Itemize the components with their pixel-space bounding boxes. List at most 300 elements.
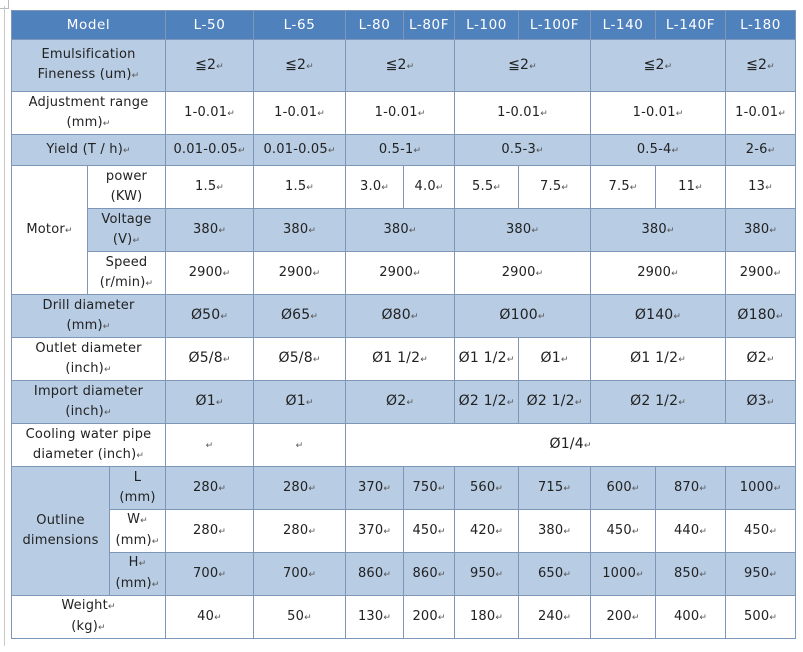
outlet-label-line2: (inch) [65,360,104,376]
cooling-label-line1: Cooling water pipe [25,426,152,442]
paragraph-mark: ↵ [437,569,446,580]
emulsification-value-text: ≦2 [285,56,307,73]
outline-l-value [166,467,254,510]
paragraph-mark: ↵ [678,355,686,365]
outline-w-value [455,510,519,553]
paragraph-mark: ↵ [537,312,546,322]
import-value-text: Ø1 [195,393,216,409]
yield-value-text: 2-6 [745,141,768,157]
paragraph-mark: ↵ [678,398,686,408]
model-l140f: L-140F [656,11,726,40]
paragraph-mark: ↵ [132,235,141,246]
paragraph-mark: ↵ [308,483,317,494]
outlet-value-text: Ø5/8 [188,350,223,366]
paragraph-mark: ↵ [103,407,112,418]
power-value [656,166,726,209]
paragraph-mark: ↵ [767,61,775,72]
outlet-value-text: Ø2 [746,350,767,366]
adjustment-label-line2: (mm) [66,114,103,130]
emulsification-label-line1: Emulsification [41,47,136,62]
adjustment-value-text: 1-0.01 [735,104,779,120]
paragraph-mark: ↵ [560,355,569,365]
paragraph-mark: ↵ [506,398,515,408]
paragraph-mark: ↵ [317,108,325,119]
paragraph-mark: ↵ [531,225,540,236]
paragraph-mark: ↵ [420,355,428,365]
emulsification-value [346,40,455,92]
paragraph-mark: ↵ [435,182,444,193]
voltage-label-line2: (V) [112,231,133,247]
outline-l-value-text: 280 [282,479,309,495]
speed-value-text: 2900 [739,264,774,280]
paragraph-mark: ↵ [673,312,682,322]
emulsification-label [12,40,166,92]
outline-l-value [346,467,404,510]
adjustment-value [346,92,455,135]
outline-w-label-line1: W [127,512,141,527]
paragraph-mark: ↵ [107,602,116,612]
header-row [12,11,796,40]
paragraph-mark: ↵ [574,398,583,408]
cooling-value-text: Ø1/4 [549,436,584,452]
paragraph-mark: ↵ [305,398,314,408]
paragraph-mark: ↵ [308,569,317,580]
paragraph-mark: ↵ [671,268,679,279]
emulsification-label-line2: Fineness (um) [37,67,132,82]
power-value-text: 11 [678,178,696,194]
weight-label [12,596,166,639]
outlet-value [166,338,254,381]
paragraph-mark: ↵ [310,312,319,322]
speed-value-text: 2900 [379,264,414,280]
speed-label-line2: (r/min) [99,274,146,290]
yield-value-text: 0.5-4 [636,141,672,157]
outline-w-value [519,510,591,553]
paragraph-mark: ↵ [151,537,160,547]
drill-value [346,295,455,338]
speed-value [591,252,726,295]
outline-w-value-text: 450 [412,522,438,538]
outline-label [12,467,110,596]
paragraph-mark: ↵ [535,145,544,156]
weight-value-text: 400 [673,608,700,624]
paragraph-mark: ↵ [413,145,422,156]
paragraph-mark: ↵ [122,145,131,156]
paragraph-mark: ↵ [327,145,336,156]
outline-l-label-line1: L [133,470,142,485]
outlet-value-text: Ø5/8 [278,350,313,366]
weight-value-text: 40 [197,608,215,624]
paragraph-mark: ↵ [699,483,708,494]
paragraph-mark: ↵ [631,526,640,537]
drill-value-text: Ø80 [381,307,411,323]
paragraph-mark: ↵ [216,182,225,193]
power-value [726,166,796,209]
paragraph-mark: ↵ [671,145,680,156]
yield-value-text: 0.5-3 [501,141,536,157]
paragraph-mark: ↵ [218,569,227,580]
outline-l-label [110,467,166,510]
power-label [88,166,166,209]
drill-value [591,295,726,338]
power-value [404,166,455,209]
import-value [346,381,455,424]
paragraph-mark: ↵ [766,355,775,365]
paragraph-mark: ↵ [769,612,778,623]
outline-w-value-text: 450 [606,522,632,538]
voltage-value-text: 380 [505,221,532,237]
yield-row [12,135,796,166]
outline-w-value [591,510,656,553]
outline-l-value-text: 1000 [739,479,774,495]
outline-w-value-text: 380 [537,522,564,538]
outline-h-value [346,553,404,596]
paragraph-mark: ↵ [103,364,112,375]
paragraph-mark: ↵ [406,61,415,72]
yield-value [346,135,455,166]
paragraph-mark: ↵ [699,569,708,580]
yield-value [726,135,796,166]
outline-h-value [656,553,726,596]
weight-value-text: 200 [606,608,632,624]
adjustment-value-text: 1-0.01 [274,104,318,120]
paragraph-mark: ↵ [563,569,572,580]
adjustment-label-line1: Adjustment range [28,94,149,110]
paragraph-mark: ↵ [408,225,417,236]
power-value [455,166,519,209]
outline-h-value-text: 700 [282,565,309,581]
power-value-text: 3.0 [360,178,382,194]
outline-w-value [346,510,404,553]
weight-value [455,596,519,639]
paragraph-mark: ↵ [136,450,145,461]
adjustment-value [726,92,796,135]
power-value-text: 1.5 [285,178,307,194]
import-value-text: Ø2 1/2 [630,393,679,409]
paragraph-mark: ↵ [773,268,782,279]
weight-value [166,596,254,639]
outline-l-value [404,467,455,510]
power-label-line2: (KW) [110,189,143,204]
model-l50: L-50 [166,11,254,40]
paragraph-mark: ↵ [495,526,504,537]
drill-value [166,295,254,338]
power-value-text: 7.5 [608,178,630,194]
adjustment-value [591,92,726,135]
outline-w-value-text: 450 [743,522,770,538]
drill-value-text: Ø180 [737,307,776,323]
motor-label [12,166,88,295]
motor-voltage-row [12,209,796,252]
paragraph-mark: ↵ [675,108,684,119]
outline-h-value [254,553,346,596]
paragraph-mark: ↵ [493,182,502,193]
outline-l-row [12,467,796,510]
emulsification-value-text: ≦2 [746,56,768,73]
outline-h-value [455,553,519,596]
paragraph-mark: ↵ [102,118,111,129]
weight-value [726,596,796,639]
paragraph-mark: ↵ [215,398,224,408]
speed-value-text: 2900 [637,264,672,280]
paragraph-mark: ↵ [773,483,782,494]
emulsification-value [455,40,591,92]
adjustment-label [12,92,166,135]
speed-label [88,252,166,295]
voltage-value-text: 380 [282,221,309,237]
adjustment-value [254,92,346,135]
voltage-value [254,209,346,252]
drill-value-text: Ø140 [634,307,674,323]
paragraph-mark: ↵ [304,612,312,623]
import-row [12,381,796,424]
outlet-value-text: Ø1 1/2 [372,350,421,366]
speed-value-text: 2900 [278,264,313,280]
outline-w-value [404,510,455,553]
outline-w-row [12,510,796,553]
outline-h-label-line2: (mm) [115,576,152,591]
paragraph-mark: ↵ [312,355,321,365]
yield-value [166,135,254,166]
emulsification-value [726,40,796,92]
yield-value [591,135,726,166]
outline-h-value [166,553,254,596]
outline-w-value-text: 280 [282,522,309,538]
weight-value-text: 180 [469,608,496,624]
outline-h-value [404,553,455,596]
outline-l-value-text: 280 [192,479,219,495]
outline-h-label [110,553,166,596]
motor-speed-row [12,252,796,295]
import-value-text: Ø3 [746,393,767,409]
motor-label-text: Motor [26,221,65,237]
paragraph-mark: ↵ [778,108,786,119]
outline-w-value-text: 280 [192,522,219,538]
outlet-label [12,338,166,381]
paragraph-mark: ↵ [306,182,315,193]
emulsification-value [166,40,254,92]
paragraph-mark: ↵ [775,312,784,322]
import-value-text: Ø2 [385,393,407,409]
outline-l-value-text: 560 [469,479,496,495]
paragraph-mark: ↵ [222,355,231,365]
voltage-value [166,209,254,252]
outlet-value [455,338,519,381]
drill-label-line1: Drill diameter [42,297,135,313]
paragraph-mark: ↵ [222,268,231,279]
power-label-line1: power [105,169,148,184]
power-value-text: 13 [748,178,766,194]
voltage-value-text: 380 [743,221,770,237]
import-value-text: Ø1 [285,393,306,409]
paragraph-mark: ↵ [563,483,572,494]
paragraph-mark: ↵ [699,526,708,537]
outline-w-label [110,510,166,553]
speed-label-line1: Speed [105,254,148,270]
model-l140: L-140 [591,11,656,40]
spec-table [11,10,796,639]
adjustment-value [455,92,591,135]
weight-value [519,596,591,639]
outline-h-value-text: 1000 [602,565,637,581]
cooling-label [12,424,166,467]
import-value [519,381,591,424]
import-value [254,381,346,424]
outline-label-line2: dimensions [22,533,99,548]
import-label-line1: Import diameter [33,383,144,399]
emulsification-row [12,40,796,92]
outline-h-value-text: 860 [412,565,438,581]
power-value [254,166,346,209]
paragraph-mark: ↵ [308,225,317,236]
paragraph-mark: ↵ [437,526,446,537]
speed-value [455,252,591,295]
paragraph-mark: ↵ [295,440,304,451]
emulsification-value-text: ≦2 [195,56,217,73]
model-l80f: L-80F [404,11,455,40]
outline-l-value-text: 715 [537,479,564,495]
outline-l-value-text: 870 [673,479,700,495]
speed-value [166,252,254,295]
model-l65: L-65 [254,11,346,40]
outline-h-value-text: 950 [469,565,496,581]
power-value-text: 1.5 [195,178,217,194]
drill-row [12,295,796,338]
paragraph-mark: ↵ [308,526,317,537]
outline-w-value-text: 420 [469,522,496,538]
model-header: Model [12,11,166,40]
outline-w-value [166,510,254,553]
yield-label-text: Yield (T / h) [46,141,123,157]
paragraph-mark: ↵ [102,321,111,332]
paragraph-mark: ↵ [666,225,675,236]
emulsification-value [254,40,346,92]
adjustment-row [12,92,796,135]
paragraph-mark: ↵ [98,623,106,633]
outline-l-value-text: 600 [606,479,632,495]
voltage-value-text: 380 [641,221,667,237]
paragraph-mark: ↵ [437,483,446,494]
outline-w-value-text: 370 [357,522,384,538]
weight-value [591,596,656,639]
outlet-value [346,338,455,381]
outline-w-value [254,510,346,553]
outline-h-value-text: 700 [192,565,219,581]
paragraph-mark: ↵ [383,526,392,537]
power-value-text: 4.0 [414,178,436,194]
outline-h-value [591,553,656,596]
paragraph-mark: ↵ [406,398,415,408]
adjustment-value-text: 1-0.01 [184,104,228,120]
outlet-value [519,338,591,381]
paragraph-mark: ↵ [417,108,426,119]
paragraph-mark: ↵ [214,612,222,623]
outline-h-value-text: 860 [357,565,384,581]
paragraph-mark: ↵ [218,526,227,537]
weight-value-text: 240 [537,608,564,624]
weight-value [254,596,346,639]
paragraph-mark: ↵ [437,612,446,623]
drill-label-line2: (mm) [66,317,103,333]
outline-l-value [656,467,726,510]
weight-label-line2: (kg) [71,619,98,634]
speed-value [726,252,796,295]
outline-h-value-text: 950 [743,565,770,581]
outline-l-value [726,467,796,510]
emulsification-value-text: ≦2 [385,56,407,73]
outline-h-value-text: 650 [537,565,564,581]
paragraph-mark: ↵ [629,182,638,193]
cooling-empty-cell [166,424,254,467]
adjustment-value-text: 1-0.01 [632,104,676,120]
outline-w-value [726,510,796,553]
drill-value [254,295,346,338]
drill-value-text: Ø50 [190,307,221,323]
outline-l-value [591,467,656,510]
outline-h-label-line1: H [128,555,139,570]
adjustment-value [166,92,254,135]
outline-l-value [519,467,591,510]
paragraph-mark: ↵ [695,182,703,193]
speed-value-text: 2900 [501,264,536,280]
paragraph-mark: ↵ [563,526,572,537]
paragraph-mark: ↵ [769,569,778,580]
power-value-text: 5.5 [472,178,494,194]
outline-h-value [726,553,796,596]
paragraph-mark: ↵ [529,61,537,72]
adjustment-value-text: 1-0.01 [497,104,541,120]
motor-power-row [12,166,796,209]
paragraph-mark: ↵ [769,225,778,236]
drill-value [455,295,591,338]
paragraph-mark: ↵ [636,569,644,580]
paragraph-mark: ↵ [138,559,147,569]
voltage-value [455,209,591,252]
paragraph-mark: ↵ [495,612,504,623]
paragraph-mark: ↵ [766,398,775,408]
import-value-text: Ø2 1/2 [526,393,575,409]
weight-value [404,596,455,639]
paragraph-mark: ↵ [383,483,392,494]
voltage-value [726,209,796,252]
outline-l-label-line2: (mm) [119,490,156,505]
voltage-label [88,209,166,252]
speed-value-text: 2900 [188,264,223,280]
outline-h-row [12,553,796,596]
weight-label-line1: Weight [61,598,108,613]
voltage-value [346,209,455,252]
import-value [166,381,254,424]
paragraph-mark: ↵ [631,612,640,623]
paragraph-mark: ↵ [227,108,235,119]
outlet-row [12,338,796,381]
paragraph-mark: ↵ [631,483,640,494]
outlet-value [254,338,346,381]
yield-value [254,135,346,166]
speed-value [346,252,455,295]
paragraph-mark: ↵ [145,278,154,289]
paragraph-mark: ↵ [312,268,321,279]
import-value [591,381,726,424]
power-value [166,166,254,209]
model-l100: L-100 [455,11,519,40]
power-value [591,166,656,209]
import-value [455,381,519,424]
cooling-empty-cell [254,424,346,467]
outline-l-value [254,467,346,510]
emulsification-value-text: ≦2 [643,56,665,73]
outline-w-value [656,510,726,553]
